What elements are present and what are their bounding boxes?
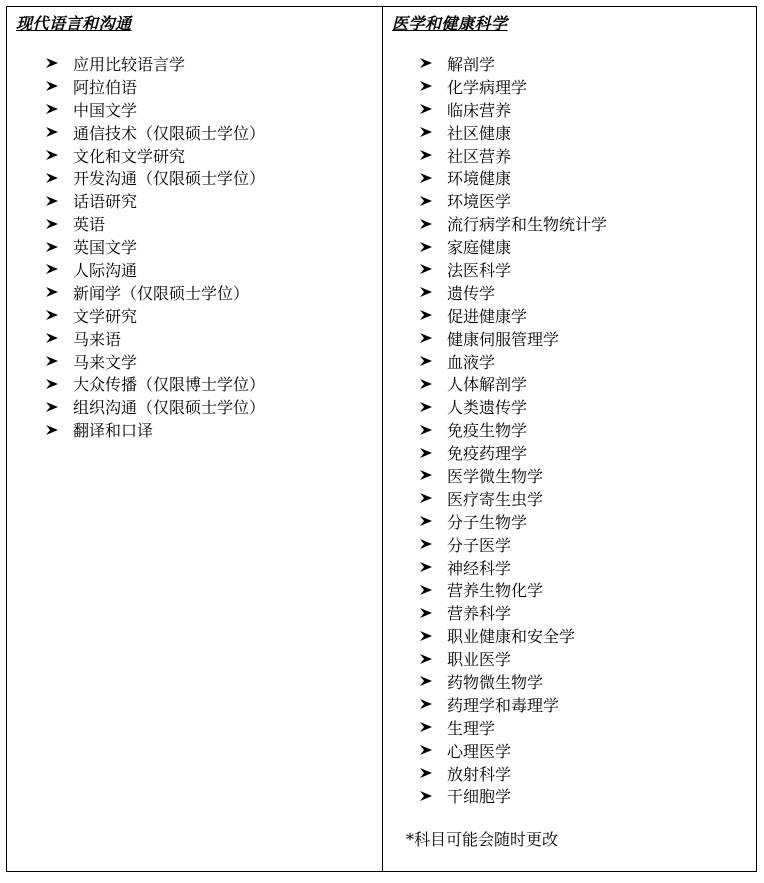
list-item [45, 75, 265, 98]
subject-label: 英国文学 [73, 238, 138, 258]
arrowhead-bullet-icon [419, 57, 447, 69]
subject-label: 分子医学 [447, 535, 512, 555]
list-item [419, 189, 607, 212]
subject-label: 法医科学 [447, 260, 512, 280]
subject-label: 人体解剖学 [447, 375, 528, 395]
subject-label: 文化和文学研究 [73, 146, 186, 166]
subject-label: 遗传学 [447, 283, 496, 303]
arrowhead-bullet-icon [419, 515, 447, 527]
list-item [419, 578, 607, 601]
subject-label: 营养生物化学 [447, 581, 544, 601]
subject-label: 营养科学 [447, 604, 512, 624]
arrowhead-bullet-icon [419, 607, 447, 619]
subject-label: 英语 [73, 215, 106, 235]
list-item [419, 418, 607, 441]
subject-label: 开发沟通（仅限硕士学位） [73, 169, 266, 189]
list-item [419, 372, 607, 395]
subject-label: 职业健康和安全学 [447, 627, 576, 647]
subject-label: 药物微生物学 [447, 673, 544, 692]
arrowhead-bullet-icon [419, 630, 447, 642]
list-item [419, 212, 607, 235]
left-column [7, 7, 383, 871]
list-item [419, 235, 607, 258]
list-item [419, 601, 607, 624]
list-item [45, 121, 265, 144]
arrowhead-bullet-icon [419, 675, 447, 687]
arrowhead-bullet-icon [419, 767, 447, 779]
arrowhead-bullet-icon [419, 538, 447, 550]
subject-label: 放射科学 [447, 764, 512, 784]
arrowhead-bullet-icon [419, 103, 447, 115]
arrowhead-bullet-icon [419, 790, 447, 802]
subject-label: 医疗寄生虫学 [447, 489, 544, 509]
list-item [45, 166, 265, 189]
arrowhead-bullet-icon [419, 332, 447, 344]
left-subject-list [45, 52, 265, 441]
list-item [419, 670, 607, 693]
list-item [419, 75, 607, 98]
subject-label: 解剖学 [447, 54, 496, 74]
list-item [419, 556, 607, 579]
arrowhead-bullet-icon [45, 57, 73, 69]
list-item [419, 464, 607, 487]
list-item [45, 327, 265, 350]
right-column [383, 7, 756, 871]
arrowhead-bullet-icon [419, 241, 447, 253]
subject-label: 大众传播（仅限博士学位） [73, 375, 266, 395]
subject-label: 翻译和口译 [73, 421, 154, 441]
list-item [45, 418, 265, 441]
subject-label: 促进健康学 [447, 306, 528, 326]
arrowhead-bullet-icon [419, 584, 447, 596]
list-item [419, 258, 607, 281]
arrowhead-bullet-icon [419, 80, 447, 92]
list-item [419, 762, 607, 785]
list-item [45, 235, 265, 258]
subject-label: 中国文学 [73, 100, 138, 120]
arrowhead-bullet-icon [45, 149, 73, 161]
subject-label: 流行病学和生物统计学 [447, 215, 608, 235]
list-item [419, 739, 607, 762]
subject-label: 健康伺服管理学 [447, 329, 560, 349]
arrowhead-bullet-icon [45, 172, 73, 184]
list-item [419, 121, 607, 144]
footnote: *科目可能会随时更改 [406, 830, 559, 849]
arrowhead-bullet-icon [419, 172, 447, 184]
arrowhead-bullet-icon [45, 126, 73, 138]
arrowhead-bullet-icon [45, 286, 73, 298]
arrowhead-bullet-icon [419, 378, 447, 390]
subject-label: 神经科学 [447, 558, 512, 578]
arrowhead-bullet-icon [45, 80, 73, 92]
list-item [45, 98, 265, 121]
arrowhead-bullet-icon [419, 653, 447, 665]
subject-label: 马来文学 [73, 352, 138, 372]
subject-label: 应用比较语言学 [73, 54, 186, 74]
list-item [419, 510, 607, 533]
subject-label: 职业医学 [447, 650, 512, 670]
arrowhead-bullet-icon [419, 126, 447, 138]
arrowhead-bullet-icon [419, 561, 447, 573]
arrowhead-bullet-icon [45, 355, 73, 367]
left-column-heading: 现代语言和沟通 [16, 14, 132, 33]
subject-label: 马来语 [73, 329, 122, 349]
list-item [419, 647, 607, 670]
arrowhead-bullet-icon [45, 401, 73, 413]
arrowhead-bullet-icon [419, 698, 447, 710]
list-item [419, 98, 607, 121]
subject-label: 家庭健康 [447, 238, 512, 258]
arrowhead-bullet-icon [419, 263, 447, 275]
list-item [45, 350, 265, 373]
list-item [419, 441, 607, 464]
subject-label: 环境医学 [447, 192, 512, 212]
list-item [419, 785, 607, 808]
subject-label: 人际沟通 [73, 260, 138, 280]
list-item [45, 372, 265, 395]
list-item [45, 212, 265, 235]
subject-label: 医学微生物学 [447, 466, 544, 486]
list-item [45, 189, 265, 212]
subject-label: 化学病理学 [447, 77, 528, 97]
arrowhead-bullet-icon [45, 378, 73, 390]
subject-label: 社区健康 [447, 123, 512, 143]
subject-label: 分子生物学 [447, 512, 528, 532]
subject-label: 组织沟通（仅限硕士学位） [73, 398, 266, 418]
arrowhead-bullet-icon [419, 492, 447, 504]
arrowhead-bullet-icon [419, 424, 447, 436]
arrowhead-bullet-icon [419, 149, 447, 161]
arrowhead-bullet-icon [45, 103, 73, 115]
list-item [419, 166, 607, 189]
subject-label: 药理学和毒理学 [447, 695, 560, 715]
arrowhead-bullet-icon [419, 721, 447, 733]
list-item [419, 327, 607, 350]
arrowhead-bullet-icon [419, 218, 447, 230]
subject-label: 环境健康 [447, 169, 512, 189]
subject-label: 话语研究 [73, 192, 138, 212]
arrowhead-bullet-icon [419, 447, 447, 459]
list-item [419, 716, 607, 739]
list-item [45, 395, 265, 418]
subject-label: 干细胞学 [447, 787, 512, 807]
arrowhead-bullet-icon [45, 263, 73, 275]
subject-label: 新闻学（仅限硕士学位） [73, 283, 250, 303]
arrowhead-bullet-icon [45, 241, 73, 253]
list-item [419, 624, 607, 647]
subject-label: 人类遗传学 [447, 398, 528, 418]
arrowhead-bullet-icon [419, 309, 447, 321]
list-item [419, 693, 607, 716]
arrowhead-bullet-icon [45, 195, 73, 207]
arrowhead-bullet-icon [45, 332, 73, 344]
right-column-heading: 医学和健康科学 [392, 14, 508, 33]
subject-label: 免疫生物学 [447, 421, 528, 441]
list-item [419, 281, 607, 304]
subject-label: 生理学 [447, 718, 496, 738]
list-item [419, 350, 607, 373]
list-item [45, 304, 265, 327]
list-item [45, 281, 265, 304]
arrowhead-bullet-icon [45, 218, 73, 230]
list-item [419, 395, 607, 418]
arrowhead-bullet-icon [419, 469, 447, 481]
list-item [419, 304, 607, 327]
subject-label: 免疫药理学 [447, 444, 528, 464]
arrowhead-bullet-icon [419, 286, 447, 298]
arrowhead-bullet-icon [45, 309, 73, 321]
subject-label: 通信技术（仅限硕士学位） [73, 123, 266, 143]
subject-label: 社区营养 [447, 146, 512, 166]
subject-label: 临床营养 [447, 100, 512, 120]
list-item [419, 487, 607, 510]
arrowhead-bullet-icon [419, 355, 447, 367]
subject-label: 文学研究 [73, 306, 138, 326]
arrowhead-bullet-icon [45, 424, 73, 436]
subject-label: 阿拉伯语 [73, 77, 138, 97]
arrowhead-bullet-icon [419, 195, 447, 207]
list-item [45, 52, 265, 75]
list-item [45, 258, 265, 281]
subject-label: 心理医学 [447, 741, 512, 761]
arrowhead-bullet-icon [419, 744, 447, 756]
arrowhead-bullet-icon [419, 401, 447, 413]
subjects-table [6, 6, 757, 872]
list-item [419, 533, 607, 556]
right-subject-list [419, 52, 607, 807]
subject-label: 血液学 [447, 352, 496, 372]
list-item [419, 144, 607, 167]
list-item [45, 144, 265, 167]
list-item [419, 52, 607, 75]
